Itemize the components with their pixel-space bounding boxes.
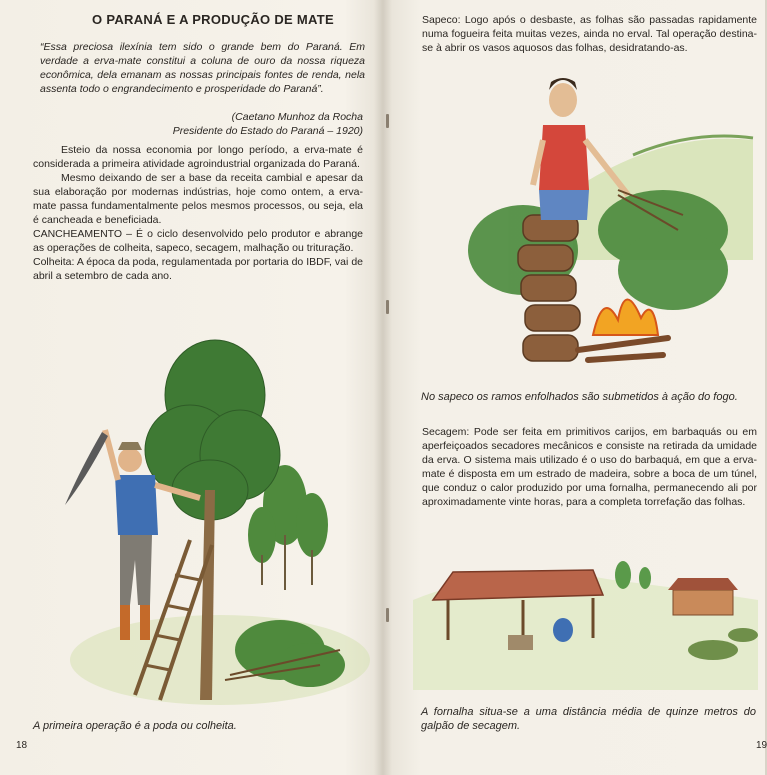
page-number: 19	[756, 740, 767, 751]
epigraph-quote: “Essa preciosa ilexínia tem sido o grande bem do Paraná. Em verdade a erva-mate constitui a coluna de ouro da nossa riqueza econômica, dela emanam as nossas principais fontes de renda, nela assenta todo o engrandecimento e prosperidade do Paraná”.	[40, 41, 365, 95]
left-page	[0, 0, 383, 775]
sapeco-caption: No sapeco os ramos enfolhados são submetidos à ação do fogo.	[421, 391, 738, 403]
attribution-name: (Caetano Munhoz da Rocha	[231, 111, 363, 123]
secagem-text: Secagem: Pode ser feita em primitivos carijos, em barbaquás ou em aperfeiçoados secadores mecânicos e consiste na retirada da umidade da erva. O sistema mais utilizado é o uso do barbaquá, em que a erva-mate é disposta em um estrado de madeira, sobre a boca de um túnel, que conduz o calor produzido por uma fornalha, permanecendo ali por aproximadamente vinte horas, para a completa torrefação das folhas.	[422, 426, 757, 508]
page-title: O PARANÁ E A PRODUÇÃO DE MATE	[92, 12, 334, 27]
left-body-text	[33, 143, 363, 283]
paragraph: Esteio da nossa economia por longo período, a erva-mate é considerada a primeira atividade agroindustrial organizada do Paraná.	[33, 144, 363, 170]
paragraph: CANCHEAMENTO – É o ciclo desenvolvido pelo produtor e abrange as operações de colheita, sapeco, secagem, malhação ou trituração.	[33, 228, 363, 254]
attribution-title: Presidente do Estado do Paraná – 1920)	[172, 125, 363, 137]
sapeco-text: Sapeco: Logo após o desbaste, as folhas são passadas rapidamente numa fogueira feita muitas vezes, ainda no erval. Tal operação destina-se à abrir os vasos aquosos das folhas, desidratando-as.	[422, 14, 757, 54]
epigraph-attribution	[123, 110, 363, 138]
harvest-caption: A primeira operação é a poda ou colheita.	[33, 720, 237, 732]
sapeco-illustration	[413, 60, 753, 380]
fornalha-illustration	[413, 540, 758, 690]
fornalha-caption: A fornalha situa-se a uma distância média de quinze metros do galpão de secagem.	[421, 706, 756, 732]
paragraph: Colheita: A época da poda, regulamentada por portaria do IBDF, vai de abril a setembro de cada ano.	[33, 256, 363, 282]
harvest-illustration	[40, 320, 365, 715]
page-number: 18	[16, 740, 28, 751]
paragraph: Mesmo deixando de ser a base da receita cambial e apesar da sua elaboração por modernas indústrias, hoje como ontem, a erva-mate passa fundamentalmente pelos mesmos processos, ou seja, ela é cancheada e beneficiada.	[33, 172, 363, 226]
right-page	[383, 0, 765, 775]
